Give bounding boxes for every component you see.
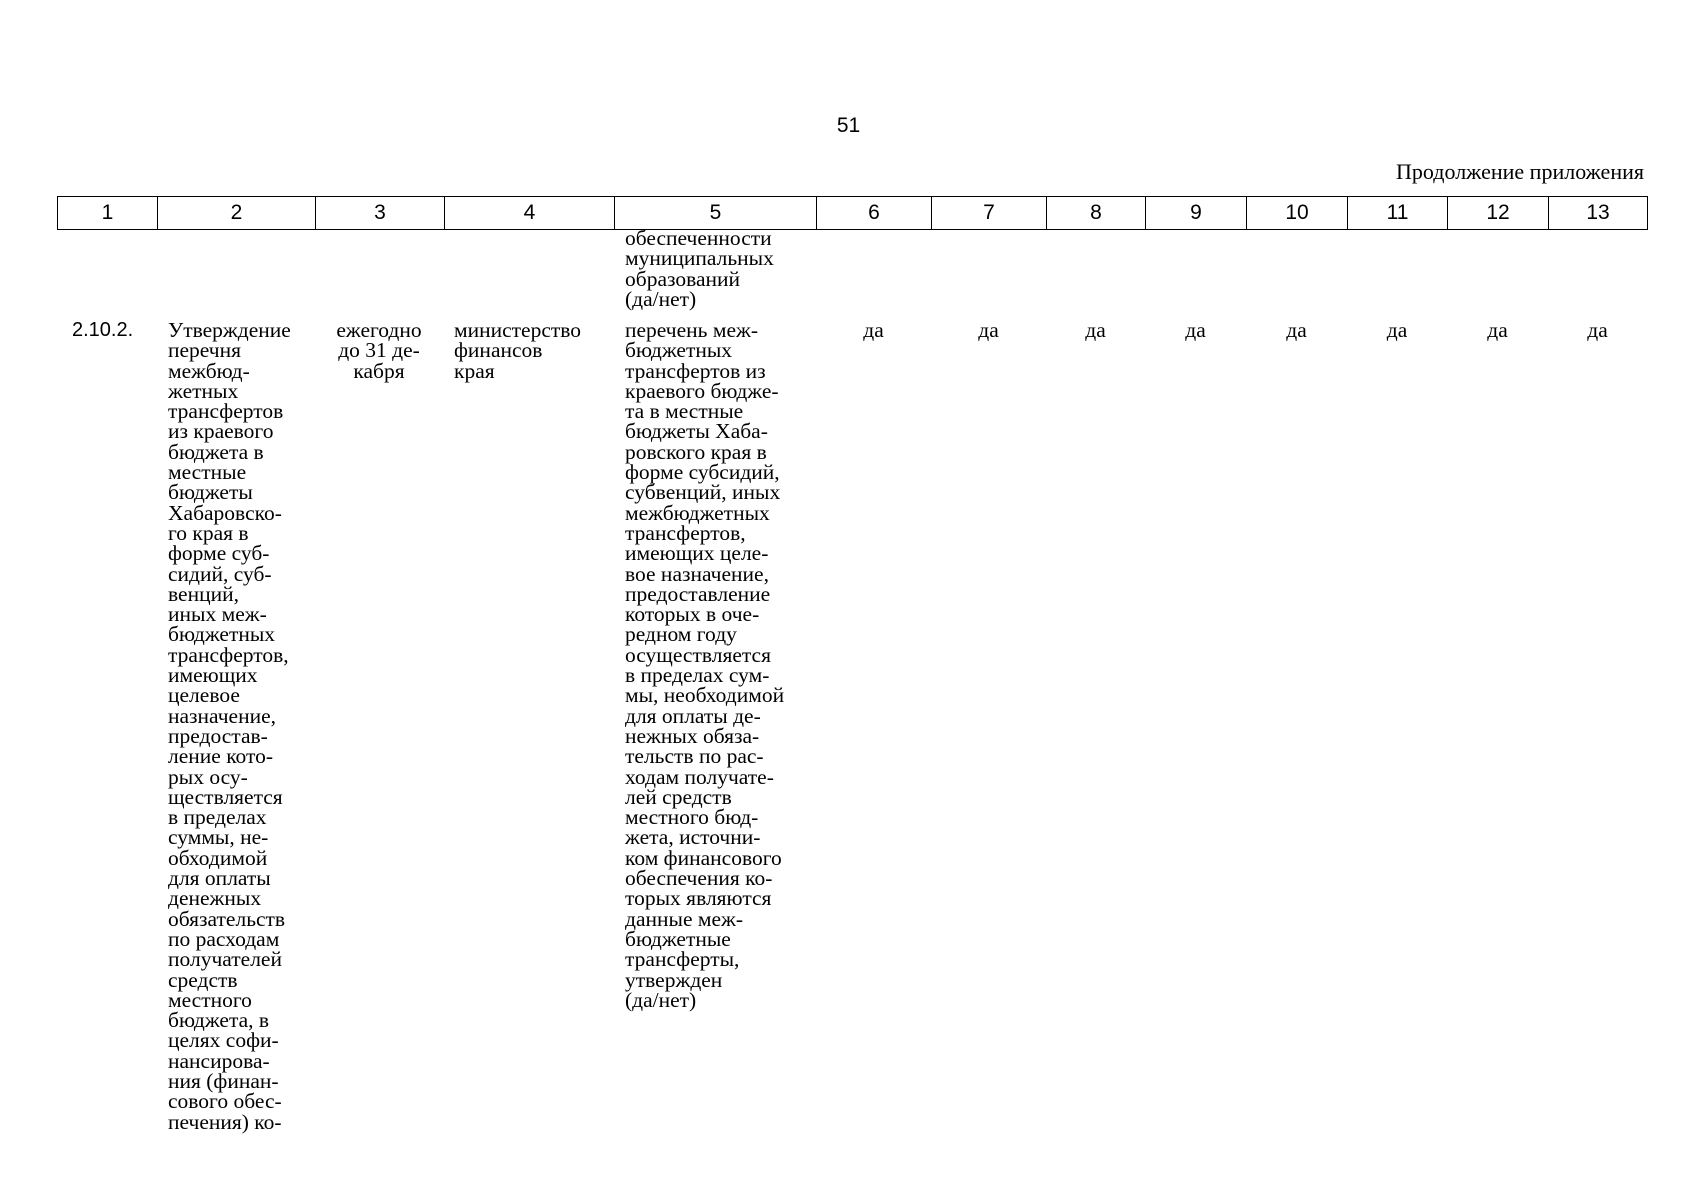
carryover-indicator-text: обеспеченности муниципальных образований (да/нет) [625,226,774,311]
column-header-1: 1 [58,197,158,230]
column-header-3: 3 [316,197,445,230]
page-number: 51 [836,114,861,137]
value-col-10: да [1286,318,1307,342]
row-description: Утверждение перечня межбюд- жетных трансфертов из краевого бюджета в местные бюджеты Хабаровско- го края в форме суб- сидий, суб- венций, иных меж- бюджетных трансфертов, имеющих целевое назначение, предостав- ление кото- рых осу- ществляется в пределах суммы, не- обходимой для оплаты денежных обязательств по расходам получателей средств местного бюджета, в целях софи- нансирова- ния (финан- сового обес- печения) ко- [168,318,291,1134]
value-col-11: да [1386,318,1408,342]
column-header-9: 9 [1146,197,1247,230]
value-col-9: да [1185,318,1206,342]
column-header-6: 6 [817,197,932,230]
appendix-continuation-note: Продолжение приложения [1396,159,1644,184]
column-header-10: 10 [1247,197,1348,230]
column-header-7: 7 [932,197,1047,230]
value-col-7: да [978,318,999,342]
value-col-13: да [1587,318,1608,342]
column-header-2: 2 [158,197,316,230]
column-header-4: 4 [445,197,615,230]
column-header-8: 8 [1047,197,1146,230]
row-deadline: ежегодно до 31 де- кабря [336,318,422,383]
column-header-5: 5 [615,197,817,230]
row-indicator: перечень меж- бюджетных трансфертов из краевого бюдже- та в местные бюджеты Хаба- ровского края в форме субсидий, субвенций, иных межбюджетных трансфертов, имеющих целе- вое назначение, предоставление которых в оче- редном году осуществляется в пределах сум- мы, необходимой для оплаты де- нежных обяза- тельств по рас- ходам получате- лей средств местного бюд- жета, источни- ком финансового обеспечения ко- торых являются данные меж- бюджетные трансферты, утвержден (да/нет) [625,318,785,1012]
column-header-11: 11 [1348,197,1448,230]
value-col-6: да [863,318,884,342]
column-number-header [57,196,1648,230]
row-number: 2.10.2. [72,319,134,341]
value-col-8: да [1085,318,1106,342]
column-header-12: 12 [1448,197,1549,230]
value-col-12: да [1487,318,1508,342]
column-header-13: 13 [1549,197,1648,230]
row-responsible: министерство финансов края [454,318,582,383]
